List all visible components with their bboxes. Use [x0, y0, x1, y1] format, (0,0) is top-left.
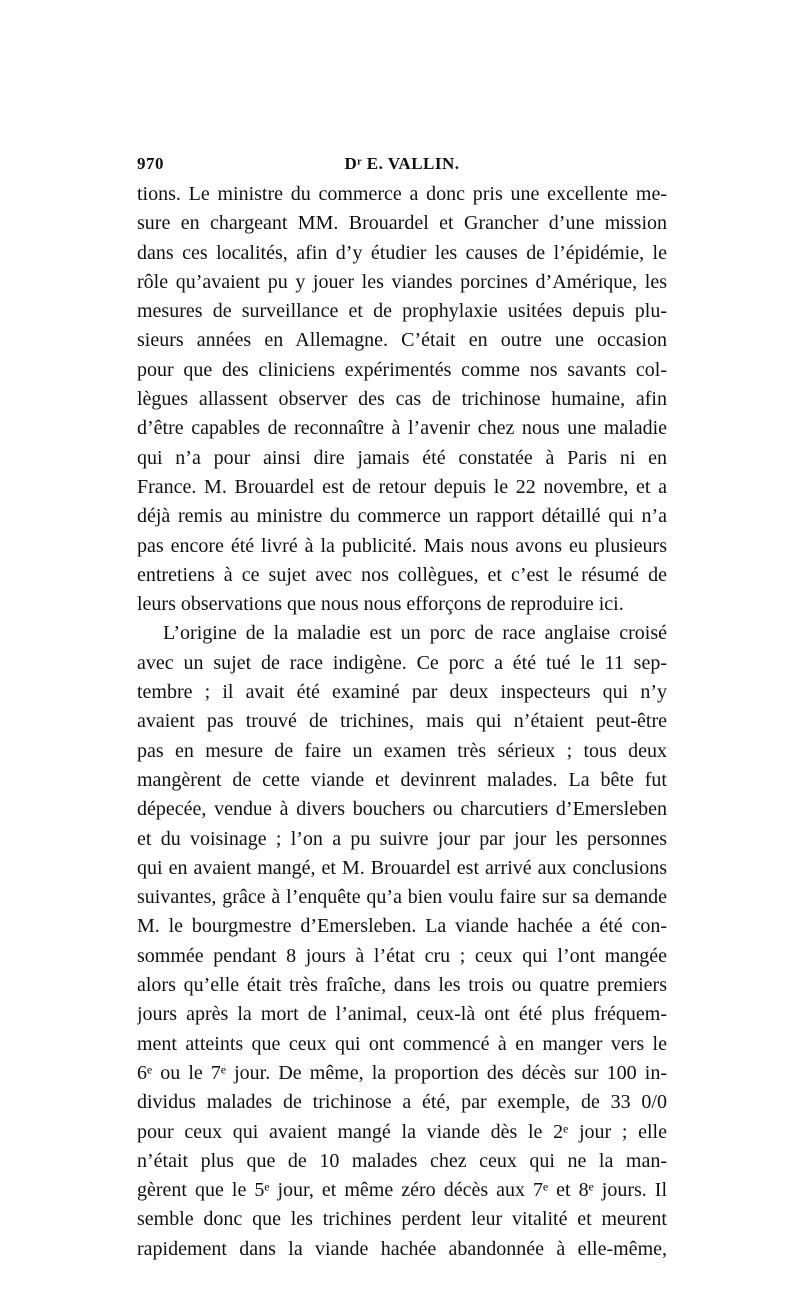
running-head [137, 150, 667, 180]
text-line: sure en chargeant MM. Brouardel et Grancher d’une mission [137, 212, 667, 235]
text-line: gèrent que le 5ᵉ jour, et même zéro décès aux 7ᵉ et 8ᵉ jours. Il [137, 1179, 667, 1202]
text-line: pas en mesure de faire un examen très sérieux ; tous deux [137, 739, 667, 762]
text-line: rapidement dans la viande hachée abandonnée à elle-même, [137, 1237, 667, 1260]
text-line: entretiens à ce sujet avec nos collègues, et c’est le résumé de [137, 563, 667, 586]
text-line: déjà remis au ministre du commerce un rapport détaillé qui n’a [137, 505, 667, 528]
text-line: mesures de surveillance et de prophylaxie usitées depuis plu- [137, 300, 667, 323]
text-line: dans ces localités, afin d’y étudier les causes de l’épidémie, le [137, 241, 667, 264]
text-line: sommée pendant 8 jours à l’état cru ; ceux qui l’ont mangée [137, 944, 667, 967]
text-line: qui en avaient mangé, et M. Brouardel est arrivé aux conclusions [137, 856, 667, 879]
text-line: dividus malades de trichinose a été, par exemple, de 33 0/0 [137, 1091, 667, 1114]
text-line: leurs observations que nous nous efforçons de reproduire ici. [137, 593, 624, 616]
text-line: n’était plus que de 10 malades chez ceux qui ne la man- [137, 1149, 667, 1172]
text-line: jours après la mort de l’animal, ceux-là ont été plus fréquem- [137, 1003, 667, 1026]
text-line: pour que des cliniciens expérimentés comme nos savants col- [137, 358, 667, 381]
running-title: Dʳ E. VALLIN. [344, 154, 460, 173]
text-line: 6ᵉ ou le 7ᵉ jour. De même, la proportion des décès sur 100 in- [137, 1061, 667, 1084]
text-line: et du voisinage ; l’on a pu suivre jour par jour les personnes [137, 827, 667, 850]
text-line: pas encore été livré à la publicité. Mais nous avons eu plusieurs [137, 534, 667, 557]
text-line: avec un sujet de race indigène. Ce porc a été tué le 11 sep- [137, 651, 667, 674]
text-line: alors qu’elle était très fraîche, dans les trois ou quatre premiers [137, 974, 667, 997]
page-number: 970 [137, 154, 164, 173]
text-line: pour ceux qui avaient mangé la viande dès le 2ᵉ jour ; elle [137, 1120, 667, 1143]
text-line: sieurs années en Allemagne. C’était en outre une occasion [137, 329, 667, 352]
text-line: qui n’a pour ainsi dire jamais été constatée à Paris ni en [137, 446, 667, 469]
text-line: mangèrent de cette viande et devinrent malades. La bête fut [137, 768, 667, 791]
text-line: dépecée, vendue à divers bouchers ou charcutiers d’Emersleben [137, 798, 667, 821]
text-line: lègues allassent observer des cas de trichinose humaine, afin [137, 388, 667, 411]
text-line: avaient pas trouvé de trichines, mais qui n’étaient peut-être [137, 710, 667, 733]
text-line: France. M. Brouardel est de retour depuis le 22 novembre, et a [137, 475, 667, 498]
paragraph-1 [137, 180, 667, 619]
text-line: tembre ; il avait été examiné par deux inspecteurs qui n’y [137, 681, 667, 704]
text-line: d’être capables de reconnaître à l’avenir chez nous une maladie [137, 417, 667, 440]
text-line: L’origine de la maladie est un porc de race anglaise croisé [163, 622, 667, 645]
body-text [137, 180, 667, 1264]
text-line: semble donc que les trichines perdent leur vitalité et meurent [137, 1208, 667, 1231]
book-page [137, 150, 667, 1264]
paragraph-2 [137, 619, 667, 1264]
text-line: suivantes, grâce à l’enquête qu’a bien voulu faire sur sa demande [137, 886, 667, 909]
text-line: rôle qu’avaient pu y jouer les viandes porcines d’Amérique, les [137, 270, 667, 293]
text-line: M. le bourgmestre d’Emersleben. La viande hachée a été con- [137, 915, 667, 938]
text-line: ment atteints que ceux qui ont commencé à en manger vers le [137, 1032, 667, 1055]
text-line: tions. Le ministre du commerce a donc pris une excellente me- [137, 183, 667, 205]
